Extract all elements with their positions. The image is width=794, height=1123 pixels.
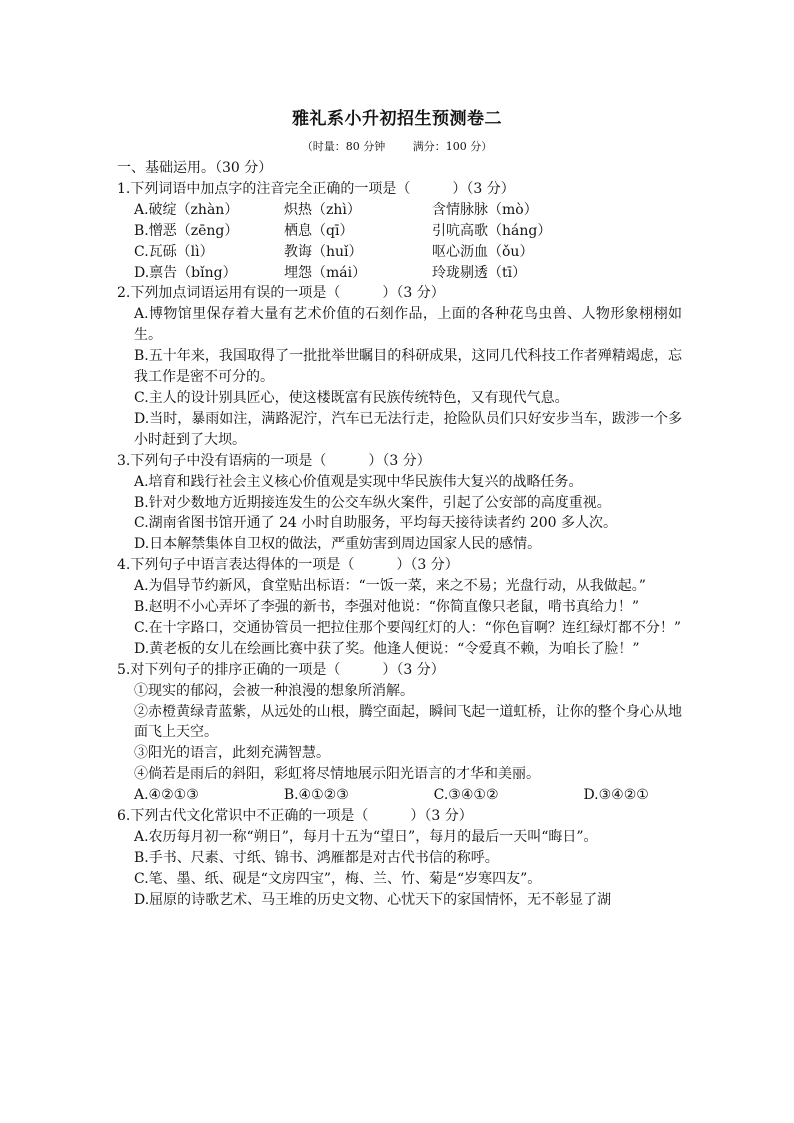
option-cell: 引吭高歌（háng） (432, 222, 552, 239)
option-c: C.笔、墨、纸、砚是“文房四宝”，梅、兰、竹、菊是“岁寒四友”。 (134, 870, 542, 887)
option-c: C.在十字路口，交通协管员一把拉住那个要闯红灯的人：“你色盲啊？连红绿灯都不分！” (134, 619, 681, 636)
option-d: D.日本解禁集体自卫权的做法，严重妨害到周边国家人民的感情。 (134, 536, 542, 553)
option-b: B.赵明不小心弄坏了李强的新书，李强对他说：“你简直像只老鼠，啃书真给力！” (134, 599, 640, 616)
question-6 (117, 806, 682, 911)
question-4 (117, 555, 682, 660)
sentence-2: ②赤橙黄绿青蓝紫，从远处的山根，腾空面起，瞬间飞起一道虹桥，让你的整个身心从地面飞上天空。 (134, 703, 682, 741)
option-d: D.黄老板的女儿在绘画比赛中获了奖。他逢人便说：“令爱真不赖，为咱长了脸！” (134, 640, 640, 657)
choice-d: D.③④②① (583, 787, 649, 804)
option-cell: 呕心沥血（ǒu） (432, 243, 534, 260)
option-row-d (117, 263, 682, 284)
question-3 (117, 451, 682, 556)
option-d: D.当时，暴雨如注，满路泥泞，汽车已无法行走，抢险队员们只好安步当车，跋涉一个多小时赶到了大坝。 (134, 410, 682, 448)
exam-score: 满分：100 分） (412, 140, 493, 153)
question-stem: 2.下列加点词语运用有误的一项是（ ）（3 分） (117, 285, 445, 302)
choice-a: A.④②①③ (134, 787, 199, 804)
option-a: A.农历每月初一称“朔日”，每月十五为“望日”，每月的最后一天叫“晦日”。 (134, 829, 598, 845)
exam-time: （时量：80 分钟 (301, 140, 386, 153)
question-stem: 3.下列句子中没有语病的一项是（ ）（3 分） (117, 452, 431, 469)
option-b: B.五十年来，我国取得了一批批举世瞩目的科研成果，这同几代科技工作者殚精竭虑，忘我工作是密不可分的。 (134, 348, 682, 386)
page-title: 雅礼系小升初招生预测卷二 (292, 109, 502, 129)
question-1 (117, 179, 682, 284)
option-row-b (117, 221, 682, 242)
section-heading: 一、基础运用。（30 分） (117, 160, 273, 176)
option-d: D.屈原的诗歌艺术、马王堆的历史文物、心忧天下的家国情怀，无不彰显了湖 (134, 891, 612, 908)
option-row-a (117, 200, 682, 221)
option-cell: A.破绽（zhàn） (134, 201, 239, 218)
question-2 (117, 283, 682, 450)
option-a: A.培育和践行社会主义核心价值观是实现中华民族伟大复兴的战略任务。 (134, 473, 583, 490)
option-b: B.手书、尺素、寸纸、锦书、鸿雁都是对古代书信的称呼。 (134, 849, 499, 866)
option-cell: C.瓦砾（lì） (134, 243, 214, 260)
question-stem: 1.下列词语中加点字的注音完全正确的一项是（ ）（3 分） (117, 180, 515, 197)
choice-b: B.④①②③ (283, 787, 349, 804)
exam-meta (0, 138, 794, 154)
option-a: A.为倡导节约新风，食堂贴出标语：“一饭一菜，来之不易；光盘行动，从我做起。” (134, 578, 646, 595)
option-cell: 教诲（huǐ） (284, 243, 363, 260)
option-b: B.针对少数地方近期接连发生的公交车纵火案件，引起了公安部的高度重视。 (134, 494, 611, 511)
question-5 (117, 660, 682, 806)
question-stem: 4.下列句子中语言表达得体的一项是（ ）（3 分） (117, 557, 459, 574)
sentence-1: ①现实的郁闷，会被一种浪漫的想象所消解。 (134, 682, 414, 699)
sentence-4: ④倘若是雨后的斜阳，彩虹将尽情地展示阳光语言的才华和美丽。 (134, 766, 540, 783)
choice-c: C.③④①② (433, 787, 499, 804)
option-cell: D.禀告（bǐng） (134, 264, 237, 281)
option-a: A.博物馆里保存着大量有艺术价值的石刻作品，上面的各种花鸟虫兽、人物形象栩栩如生。 (134, 306, 682, 344)
option-c: C.湖南省图书馆开通了 24 小时自助服务，平均每天接待读者约 200 多人次。 (134, 515, 617, 532)
option-cell: 含情脉脉（mò） (432, 201, 538, 218)
choice-row (117, 785, 682, 806)
exam-content (117, 158, 682, 911)
option-c: C.主人的设计别具匠心，使这楼既富有民族传统特色，又有现代气息。 (134, 389, 569, 406)
option-cell: 炽热（zhì） (284, 201, 361, 218)
option-cell: 栖息（qī） (284, 222, 354, 239)
question-stem: 5.对下列句子的排序正确的一项是（ ）（3 分） (117, 661, 445, 678)
question-stem: 6.下列古代文化常识中不正确的一项是（ ）（3 分） (117, 808, 473, 825)
sentence-3: ③阳光的语言，此刻充满智慧。 (134, 745, 330, 762)
option-cell: 玲珑剔透（tī） (432, 264, 527, 281)
option-cell: B.憎恶（zēng） (134, 222, 239, 239)
option-row-c (117, 242, 682, 263)
option-cell: 埋怨（mái） (284, 264, 367, 281)
